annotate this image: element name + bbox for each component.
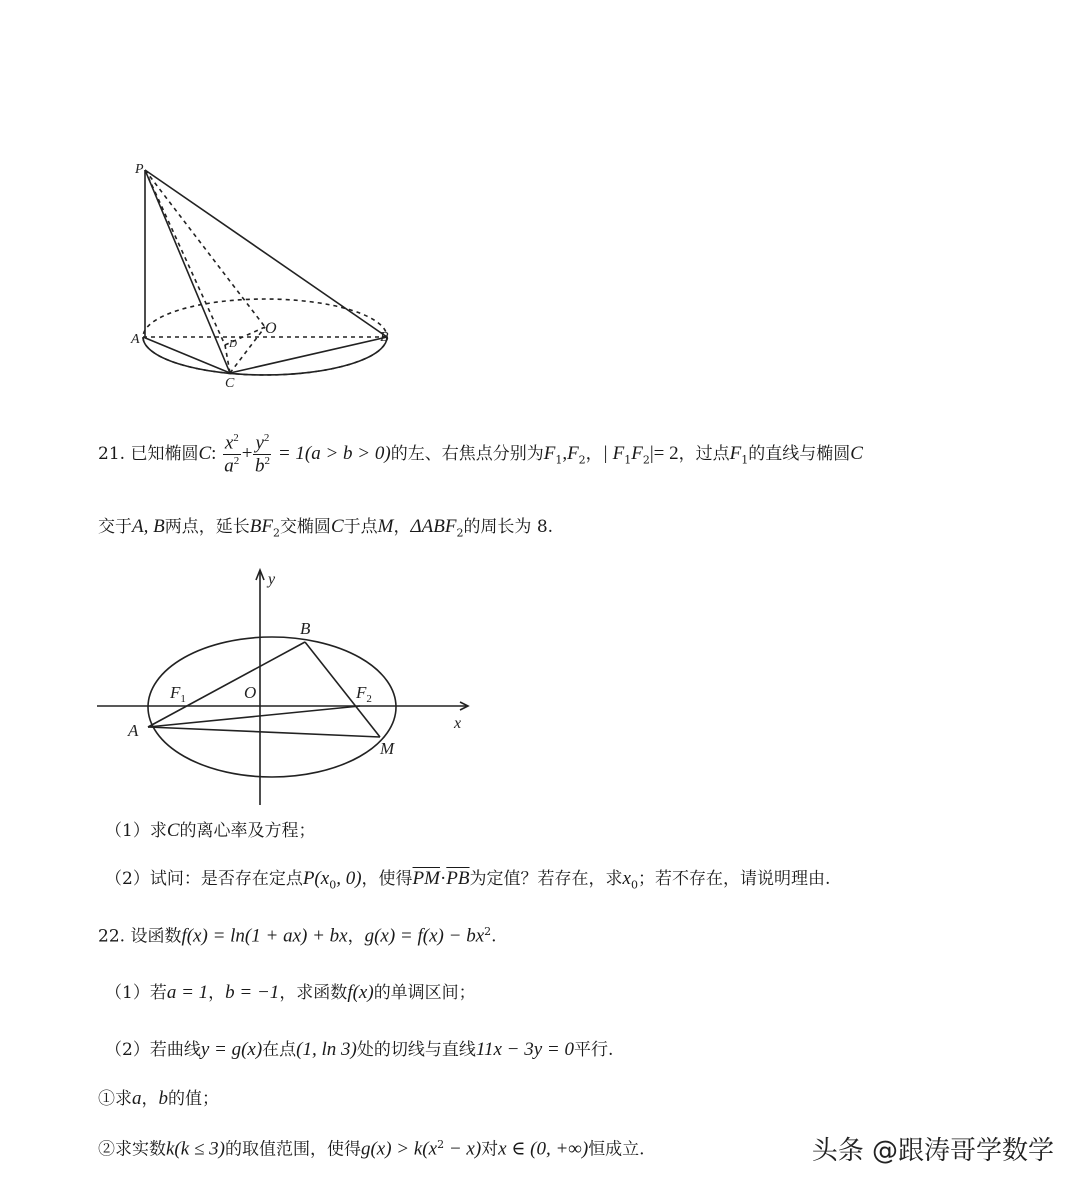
q21-l2-text5: ， <box>393 517 411 537</box>
fig2-label-y: y <box>268 571 276 588</box>
q21-condition: = 1(a > b > 0) <box>277 443 391 465</box>
q21-part2 <box>105 868 830 892</box>
watermark: 头条 @跟涛哥学数学 <box>811 1136 1054 1166</box>
q21-a: a <box>224 455 234 477</box>
q21-p2-vector-PM: $\overline{PM}$ <box>412 868 440 889</box>
q21-y-exp: 2 <box>263 432 270 444</box>
q22-s2-prefix: ②求实数 <box>98 1139 166 1160</box>
q22-line1 <box>98 925 497 948</box>
q21-number: 21. <box>98 444 126 465</box>
q22-p1-text2: ，求函数 <box>279 983 348 1003</box>
q21-F1b-sub: 1 <box>741 453 749 467</box>
q22-p1-text3: 的单调区间； <box>373 983 476 1003</box>
q22-p2-curve: y = g(x) <box>200 1039 263 1060</box>
q22-p2-prefix: （2）若曲线 <box>105 1040 201 1060</box>
q22-f-def: f(x) = ln(1 + ax) + bx <box>181 925 348 947</box>
q21-p2-dot: · <box>439 868 447 889</box>
q21-BF-sub: 2 <box>272 526 280 540</box>
q21-frac-y <box>253 432 271 477</box>
q21-text4: ，过点 <box>678 444 730 465</box>
q22-p1-f: f(x) <box>347 982 374 1003</box>
q22-s1-prefix: ①求 <box>98 1089 132 1109</box>
q21-b-exp: 2 <box>264 455 270 468</box>
q21-F1-sub: 1 <box>555 453 563 467</box>
q22-g-exp: 2 <box>484 925 492 938</box>
fig1-label-P: P <box>135 162 144 177</box>
q22-p1-a: a = 1 <box>166 982 209 1003</box>
q22-s2-text1: 的取值范围，使得 <box>224 1139 361 1160</box>
q21-BF: BF <box>249 516 273 537</box>
q22-part1 <box>105 982 476 1005</box>
q22-s2-ineq: g(x) > k(x <box>360 1138 438 1160</box>
q21-F2: F <box>567 443 579 465</box>
q21-colon: : <box>211 443 217 465</box>
figure-ellipse <box>92 562 482 812</box>
q21-p2-x0: x <box>622 868 631 889</box>
q21-M: M <box>377 516 394 537</box>
q21-l2-text3: 交椭圆 <box>279 517 331 537</box>
q21-abs-sub2: 2 <box>642 453 650 467</box>
q21-p2-prefix: （2）试问：是否存在定点 <box>105 869 303 889</box>
q22-p1-prefix: （1）若 <box>105 983 167 1003</box>
q21-plus: + <box>241 443 253 465</box>
q21-a-exp: 2 <box>233 455 240 468</box>
q22-s2-domain: x ∈ (0, +∞) <box>498 1138 589 1160</box>
q21-l2-text6: 的周长为 8. <box>463 517 554 537</box>
q22-text3: . <box>491 926 497 947</box>
fig2-label-F2: $F_2$ <box>356 683 372 705</box>
q21-abs-F2: F <box>631 443 643 465</box>
q21-text5: 的直线与椭圆 <box>748 444 851 465</box>
q21-x-exp: 2 <box>233 432 239 444</box>
q21-AB: A, B <box>132 516 165 537</box>
q21-F1: F <box>543 443 556 465</box>
q22-p1-b: b = −1 <box>225 982 280 1003</box>
q21-y: y <box>255 432 264 454</box>
q22-s2-ineq-end: − x) <box>444 1138 482 1160</box>
q22-s1-text1: ， <box>141 1089 159 1109</box>
q21-abs: | F <box>602 443 625 465</box>
q21-triangle: ΔABF <box>410 516 457 537</box>
q22-text1: 设函数 <box>130 926 182 947</box>
q21-p2-text3: ；若不存在，请说明理由. <box>637 869 831 889</box>
q21-text2: 的左、右焦点分别为 <box>390 444 544 465</box>
q22-sub1 <box>98 1088 219 1111</box>
q21-C2: C <box>850 443 863 465</box>
q21-p2-P-end: , 0) <box>336 868 362 889</box>
q21-F2-sub: 2 <box>578 453 586 467</box>
q22-sub2 <box>98 1138 645 1161</box>
q21-text3: ， <box>585 444 603 465</box>
q22-text2: ， <box>347 926 365 947</box>
q22-s2-text3: 恒成立. <box>588 1139 645 1160</box>
q21-p2-P: P(x <box>302 868 330 889</box>
fig2-label-O: O <box>244 683 257 702</box>
q21-p2-x0-sub: 0 <box>630 878 638 892</box>
q21-triangle-sub: 2 <box>456 526 464 540</box>
q21-comma: , <box>562 443 568 465</box>
q21-text: 已知椭圆 <box>130 444 199 465</box>
q21-p1-C: C <box>166 820 180 841</box>
q21-abs-sub1: 1 <box>624 453 632 467</box>
q21-p1-prefix: （1）求 <box>105 821 167 841</box>
figure-pyramid <box>125 155 405 395</box>
q21-p2-P-sub: 0 <box>329 878 337 892</box>
q22-number: 22. <box>98 926 126 947</box>
fig2-label-B: B <box>300 619 311 638</box>
q22-s1-text2: 的值； <box>168 1089 219 1109</box>
fig1-label-A: A <box>131 332 140 347</box>
fig2-label-F1: $F_1$ <box>170 683 186 705</box>
q22-s2-exp: 2 <box>437 1138 445 1151</box>
fig2-label-A: A <box>128 721 139 740</box>
q21-line1 <box>98 432 863 477</box>
q22-p2-point: (1, ln 3) <box>296 1039 357 1060</box>
q21-part1 <box>105 820 316 843</box>
fig1-label-O: O <box>265 320 277 337</box>
q21-frac-x <box>223 432 241 477</box>
q21-l2-text1: 交于 <box>98 517 132 537</box>
q22-p1-text1: ， <box>208 983 226 1003</box>
q22-p2-text2: 处的切线与直线 <box>356 1040 476 1060</box>
q22-s2-k: k(k ≤ 3) <box>166 1138 225 1160</box>
fig1-label-C: C <box>225 376 235 391</box>
q21-l2-text2: 两点，延长 <box>164 517 250 537</box>
q21-x: x <box>224 432 234 454</box>
q21-F1b: F <box>729 443 742 465</box>
q22-p2-text1: 在点 <box>262 1040 297 1060</box>
q22-part2 <box>105 1039 613 1062</box>
q21-abs-eq: |= 2 <box>649 443 679 465</box>
q21-line2 <box>98 516 553 540</box>
q22-s1-a: a <box>132 1088 142 1109</box>
q21-p2-vector-PB: $\overline{PB}$ <box>446 868 470 889</box>
q21-C: C <box>198 443 212 465</box>
q21-b: b <box>254 455 265 477</box>
fig1-label-B: B <box>380 330 389 345</box>
q21-p2-text1: ，使得 <box>361 869 413 889</box>
q22-s1-b: b <box>158 1088 168 1109</box>
q21-C3: C <box>330 516 344 537</box>
q22-s2-text2: 对 <box>481 1139 499 1160</box>
fig1-label-D: D <box>229 338 237 350</box>
q21-p2-text2: 为定值？若存在，求 <box>469 869 623 889</box>
q22-g-def: g(x) = f(x) − bx <box>364 925 485 947</box>
q22-p2-line: 11x − 3y = 0 <box>475 1039 574 1060</box>
q21-l2-text4: 于点 <box>343 517 378 537</box>
fig2-label-x: x <box>454 715 462 732</box>
q21-p1-text: 的离心率及方程； <box>179 821 316 841</box>
q22-p2-text3: 平行. <box>573 1040 614 1060</box>
fig2-label-M: M <box>380 739 395 758</box>
